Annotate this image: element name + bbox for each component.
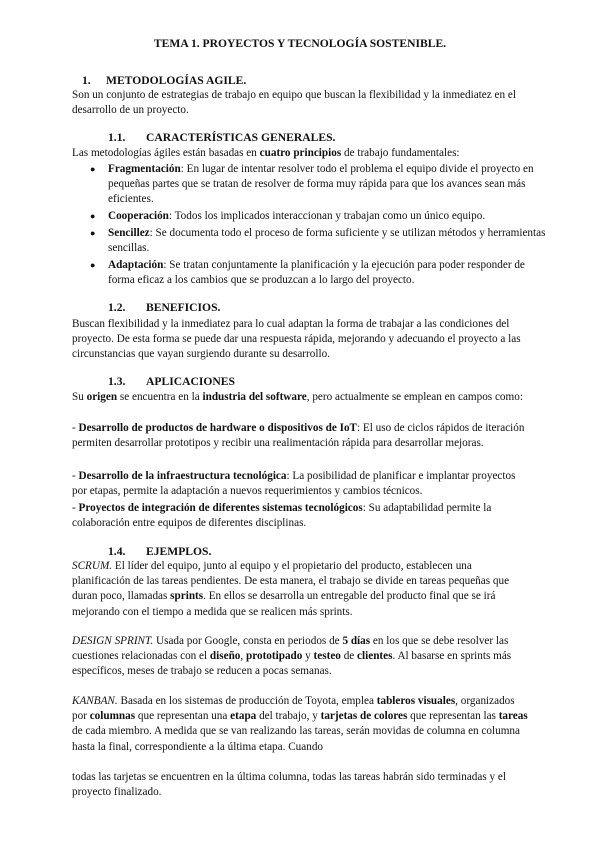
dash-marker: -	[72, 502, 79, 514]
text-run: ,	[240, 650, 246, 663]
text-run: El líder del equipo, junto al equipo y el propietario del producto, establecen una planificación de las tareas pendientes. De esta manera, el trabajo se divide en tareas pequeñas que duran poco, llamadas	[72, 560, 510, 603]
bold-term: clientes	[357, 650, 393, 663]
bold-term: Cooperación	[108, 210, 169, 222]
section-title: BENEFICIOS.	[146, 301, 221, 314]
bold-term: Fragmentación	[108, 163, 181, 175]
text-run: : El uso de ciclos rápidos de iteración permiten desarrollar prototipos y recibir una realimentación rápida para desarrollar mejoras.	[72, 422, 525, 450]
text-run: , pero actualmente se emplean en campos como:	[306, 391, 523, 403]
section-title: METODOLOGÍAS AGILE.	[106, 74, 247, 87]
text-run: del trabajo, y	[256, 710, 321, 723]
list-item	[90, 162, 548, 208]
method-name: DESIGN SPRINT.	[72, 635, 154, 647]
text-run: en los que se debe resolver las cuestiones relacionadas con el	[72, 635, 509, 663]
bullet-icon: ●	[90, 164, 96, 174]
text-run: : Su adaptabilidad permite la colaboración entre equipos de diferentes disciplinas.	[72, 502, 492, 530]
text-run: de	[340, 650, 358, 663]
bold-term: Desarrollo de productos de hardware o dispositivos de IoT	[78, 422, 357, 434]
text-run: : Se documenta todo el proceso de forma suficiente y se utilizan métodos y herramientas sencillas.	[108, 227, 546, 255]
bold-term: Proyectos de integración de diferentes sistemas tecnológicos	[78, 502, 363, 514]
bold-term: 5 días	[342, 635, 371, 647]
bold-term: Sencillez	[108, 227, 150, 239]
bold-term: origen	[86, 391, 118, 403]
text-run: de cada miembro. A medida que se van realizando las tareas, serán movidas de columna en columna hasta la final, correspondiente a la última etapa. Cuando	[72, 725, 520, 753]
application-item	[72, 501, 532, 531]
text-run: Usada por Google, consta en periodos de	[153, 635, 343, 647]
page-title: TEMA 1. PROYECTOS Y TECNOLOGÍA SOSTENIBLE.	[153, 37, 447, 50]
bold-term: cuatro principios	[259, 147, 342, 159]
section-number: 1.	[82, 74, 91, 87]
text-run: Las metodologías ágiles están basadas en	[72, 147, 260, 159]
method-name: SCRUM.	[72, 560, 113, 572]
application-item	[72, 469, 532, 499]
section-1-1-intro	[72, 146, 532, 161]
section-title: CARACTERÍSTICAS GENERALES.	[146, 131, 336, 144]
text-run: y	[302, 650, 314, 663]
kanban-paragraph-continued: todas las tarjetas se encuentren en la última columna, todas las tareas habrán sido terminadas y el proyecto finalizado.	[72, 771, 506, 799]
section-1-1-heading	[108, 130, 335, 145]
bullet-icon: ●	[90, 211, 96, 221]
scrum-paragraph	[72, 559, 532, 620]
text-run: : En lugar de intentar resolver todo el problema el equipo divide el proyecto en pequeñas partes que se tratan de resolver de forma muy rápida para que los avances sean más eficientes.	[108, 163, 534, 206]
application-item	[72, 421, 532, 451]
text-run: Su	[72, 391, 87, 403]
text-run: . Al basarse en sprints más específicos, meses de trabajo se reducen a pocas semanas.	[72, 650, 512, 678]
bold-term: tarjetas de colores	[320, 710, 408, 723]
bold-term: prototipado	[245, 650, 303, 663]
section-number: 1.1.	[108, 131, 126, 144]
text-run: : Todos los implicados interaccionan y trabajan como un único equipo.	[168, 210, 486, 222]
bold-term: sprints	[170, 590, 204, 603]
section-1-heading	[82, 73, 246, 88]
method-name: KANBAN.	[72, 695, 118, 707]
section-title: APLICACIONES	[146, 375, 235, 388]
section-number: 1.4.	[108, 545, 126, 558]
section-1-intro: Son un conjunto de estrategias de trabajo en equipo que buscan la flexibilidad y la inmediatez en el desarrollo de un proyecto.	[72, 89, 516, 117]
bold-term: industria del software	[202, 391, 307, 403]
bold-term: tareas	[498, 710, 528, 723]
text-run: , organizados por	[72, 695, 515, 723]
text-run: se encuentra en la	[117, 391, 203, 403]
bold-term: tableros visuales	[376, 695, 456, 707]
bold-term: Desarrollo de la infraestructura tecnológica	[78, 470, 287, 482]
section-1-2-heading	[108, 300, 220, 315]
section-title: EJEMPLOS.	[146, 545, 212, 558]
dash-marker: -	[72, 422, 79, 434]
bullet-icon: ●	[90, 260, 96, 270]
bold-term: diseño	[209, 650, 241, 663]
text-run: que representan las	[407, 710, 499, 723]
section-1-3-intro	[72, 390, 532, 405]
section-1-3-heading	[108, 374, 235, 389]
bold-term: etapa	[230, 710, 257, 723]
list-item	[90, 226, 548, 256]
bullet-icon: ●	[90, 228, 96, 238]
list-item	[90, 258, 548, 288]
kanban-paragraph	[72, 694, 532, 755]
section-number: 1.2.	[108, 301, 126, 314]
text-run: que representan una	[135, 710, 231, 723]
text-run: de trabajo fundamentales:	[341, 147, 460, 159]
section-1-4-heading	[108, 544, 211, 559]
dash-marker: -	[72, 470, 79, 482]
list-item	[90, 209, 548, 224]
text-run: Basada en los sistemas de producción de Toyota, emplea	[117, 695, 377, 707]
text-run: . En ellos se desarrolla un entregable del producto final que se irá mejorando con el tiempo a medida que se realicen más sprints.	[72, 590, 496, 618]
section-number: 1.3.	[108, 375, 126, 388]
text-run: : La posibilidad de planificar e implantar proyectos por etapas, permite la adaptación a nuevos requerimientos y cambios técnicos.	[72, 470, 516, 498]
text-run: : Se tratan conjuntamente la planificación y la ejecución para poder responder de forma eficaz a los cambios que se produzcan a lo largo del proyecto.	[108, 259, 525, 287]
bold-term: testeo	[313, 650, 341, 663]
bold-term: columnas	[89, 710, 136, 723]
section-1-2-text: Buscan flexibilidad y la inmediatez para lo cual adaptan la forma de trabajar a las condiciones del proyecto. De esta forma se puede dar una respuesta rápida, mejorando y adecuando el proyecto a las circunstancias que vayan surgiendo durante su desarrollo.	[72, 318, 521, 361]
bold-term: Adaptación	[108, 259, 164, 271]
design-sprint-paragraph	[72, 634, 532, 680]
